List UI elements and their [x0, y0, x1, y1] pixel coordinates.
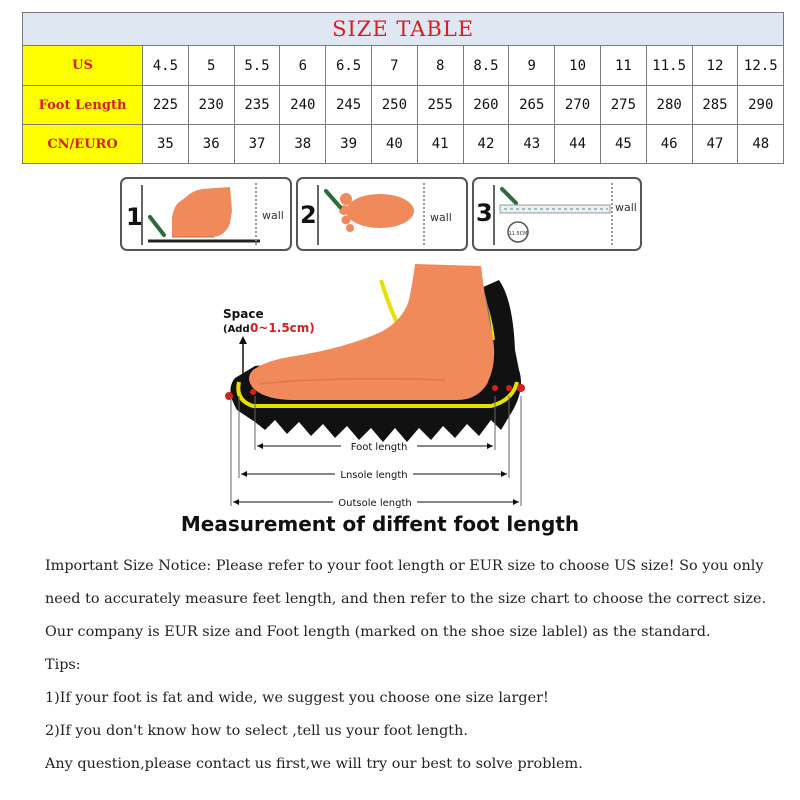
euro-size-cell: 39: [326, 125, 372, 164]
us-size-cell: 5.5: [234, 46, 280, 86]
foot-length-cell: 225: [143, 86, 189, 125]
euro-size-cell: 42: [463, 125, 509, 164]
us-size-cell: 6: [280, 46, 326, 86]
measure-badge-text: 11.5CM: [508, 231, 528, 237]
measurement-steps-illustration: [120, 177, 642, 253]
foot-length-arrow: [257, 442, 493, 453]
foot-length-cell: 290: [738, 86, 784, 125]
euro-size-cell: 36: [188, 125, 234, 164]
insole-end-dot: [506, 385, 512, 391]
us-size-cell: 8: [417, 46, 463, 86]
foot-end-dot: [492, 385, 498, 391]
us-size-cell: 12: [692, 46, 738, 86]
foot-length-cell: 265: [509, 86, 555, 125]
us-size-cell: 11.5: [646, 46, 692, 86]
outsole-length-label: Outsole length: [338, 498, 412, 509]
step-2-panel: [297, 178, 467, 250]
wall-label: wall: [615, 201, 637, 214]
table-row-us: [23, 46, 784, 86]
diagram-caption: Measurement of diffent foot length: [180, 512, 580, 536]
notice-line: need to accurately measure feet length, and then refer to the size chart to choose the correct size.: [45, 591, 767, 607]
euro-size-cell: 43: [509, 125, 555, 164]
outsole-start-dot: [225, 392, 233, 400]
tip-item: 2)If you don't know how to select ,tell us your foot length.: [45, 723, 468, 739]
us-size-cell: 7: [371, 46, 417, 86]
euro-size-cell: 41: [417, 125, 463, 164]
us-size-cell: 11: [600, 46, 646, 86]
foot-length-label: Foot length: [350, 442, 408, 453]
foot-length-cell: 255: [417, 86, 463, 125]
foot-length-cell: 235: [234, 86, 280, 125]
insole-length-arrow: [241, 470, 507, 481]
euro-size-cell: 35: [143, 125, 189, 164]
row-label-cn-euro: CN/EURO: [23, 125, 143, 164]
us-size-cell: 10: [555, 46, 601, 86]
space-range-label: 0~1.5cm): [250, 321, 315, 335]
us-size-cell: 9: [509, 46, 555, 86]
euro-size-cell: 46: [646, 125, 692, 164]
notice-line: Our company is EUR size and Foot length (marked on the shoe size lablel) as the standard.: [45, 624, 711, 640]
foot-length-cell: 250: [371, 86, 417, 125]
row-label-foot-length: Foot Length: [23, 86, 143, 125]
foot-length-cell: 270: [555, 86, 601, 125]
size-table: [22, 12, 784, 164]
notice-line: Important Size Notice: Please refer to your foot length or EUR size to choose US size! So you only: [45, 558, 764, 574]
euro-size-cell: 44: [555, 125, 601, 164]
outsole-end-dot: [517, 384, 525, 392]
us-size-cell: 12.5: [738, 46, 784, 86]
table-row-foot-length: [23, 86, 784, 125]
wall-label: wall: [262, 209, 284, 222]
size-table-title: SIZE TABLE: [23, 13, 784, 46]
foot-length-diagram: [195, 260, 555, 510]
row-label-us: US: [23, 46, 143, 86]
euro-size-cell: 38: [280, 125, 326, 164]
contact-line: Any question,please contact us first,we will try our best to solve problem.: [45, 756, 583, 772]
us-size-cell: 4.5: [143, 46, 189, 86]
euro-size-cell: 40: [371, 125, 417, 164]
foot-length-cell: 260: [463, 86, 509, 125]
foot-length-cell: 240: [280, 86, 326, 125]
tips-heading: Tips:: [45, 657, 81, 673]
us-size-cell: 6.5: [326, 46, 372, 86]
foot-length-cell: 280: [646, 86, 692, 125]
euro-size-cell: 48: [738, 125, 784, 164]
step-3-number: 3: [476, 199, 493, 227]
step-2-number: 2: [300, 201, 317, 229]
euro-size-cell: 47: [692, 125, 738, 164]
size-notice: [45, 550, 785, 781]
outsole-length-arrow: [233, 498, 519, 509]
us-size-cell: 5: [188, 46, 234, 86]
foot-length-cell: 230: [188, 86, 234, 125]
foot-length-cell: 275: [600, 86, 646, 125]
space-add-label: (Add: [223, 324, 250, 335]
foot-start-dot: [250, 389, 256, 395]
foot-length-cell: 285: [692, 86, 738, 125]
tip-item: 1)If your foot is fat and wide, we suggest you choose one size larger!: [45, 690, 549, 706]
foot-length-cell: 245: [326, 86, 372, 125]
wall-label: wall: [430, 211, 452, 224]
space-label: Space: [223, 307, 264, 321]
step-1-panel: [121, 178, 291, 250]
step-1-number: 1: [126, 203, 143, 231]
us-size-cell: 8.5: [463, 46, 509, 86]
table-row-cn-euro: [23, 125, 784, 164]
insole-length-label: Lnsole length: [340, 470, 408, 481]
euro-size-cell: 37: [234, 125, 280, 164]
euro-size-cell: 45: [600, 125, 646, 164]
measurement-steps: [120, 177, 642, 253]
step-3-panel: [473, 178, 641, 250]
